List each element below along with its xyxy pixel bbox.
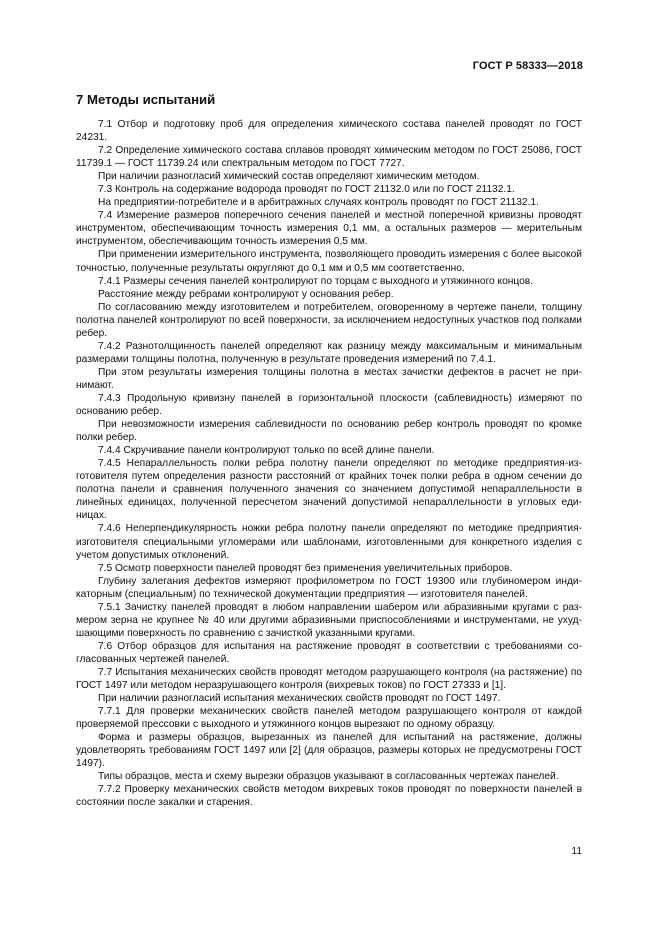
paragraph: 7.6 Отбор образцов для испытания на растяжение проводят в соответствии с требованиями согласованных чертежей панелей. [76, 640, 582, 665]
paragraph: 7.4.1 Размеры сечения панелей контролируют по торцам с выходного и утяжинного концов. [98, 275, 534, 287]
section-body [76, 118, 582, 809]
paragraph: 7.5 Осмотр поверхности панелей проводят без применения увеличительных приборов. [98, 562, 513, 574]
paragraph: 7.3 Контроль на содержание водорода проводят по ГОСТ 21132.0 или по ГОСТ 21132.1. [98, 184, 515, 196]
paragraph: При применении измерительного инструмента, позволяющего проводить измерения с более высокой точностью, полученные результаты округляют до 0,1 мм и 0,5 мм соответственно. [76, 249, 582, 274]
paragraph: 7.4.6 Неперпендикулярность ножки ребра полотну панели определяют по методике предприятия-изготовителя специальными угломерами или шаблонами, изготовленными для конкретного изделия с учетом допустимых отклонений. [76, 523, 582, 561]
paragraph: 7.7 Испытания механических свойств проводят методом разрушающего контроля (на растяжение) по ГОСТ 1497 или методом неразрушающего контроля (вихревых токов) по ГОСТ 27333 и [1]. [76, 666, 582, 692]
page-number: 11 [571, 846, 582, 857]
paragraph: При наличии разногласий испытания механических свойств проводят по ГОСТ 1497. [98, 693, 501, 705]
paragraph: Форма и размеры образцов, вырезанных из панелей для испытаний на растяжение, должны удовлетворять требованиям ГОСТ 1497 или [2] (для образцов, размеры которых не предусмотрены ГОСТ 1497). [76, 732, 582, 770]
paragraph: 7.7.1 Для проверки механических свойств панелей методом разрушающего контроля от каждой проверяемой прессовки с выходного и утяжинного концов вырезают по одному образцу. [76, 706, 582, 731]
paragraph: 7.4.3 Продольную кривизну панелей в горизонтальной плоскости (саблевидность) измеряют по основанию ребер. [76, 392, 582, 418]
paragraph: По согласованию между изготовителем и потребителем, оговоренному в чертеже панели, толщину полотна панелей контролируют по всей поверхности, за исключением недоступных участков под полками ребер. [76, 301, 582, 339]
paragraph: Типы образцов, места и схему вырезки образцов указывают в согласованных чертежах панелей. [98, 771, 559, 783]
paragraph: 7.4.4 Скручивание панели контролируют только по всей длине панели. [98, 445, 435, 457]
paragraph: На предприятии-потребителе и в арбитражных случаях контроль проводят по ГОСТ 21132.1. [98, 197, 539, 209]
paragraph: 7.1 Отбор и подготовку проб для определения химического состава панелей проводят по ГОСТ 24231. [76, 119, 582, 144]
paragraph: 7.4.5 Непараллельность полки ребра полотну панели определяют по методике предприятия-изготовителя путем определения разности расстояний от крайних точек полки ребра в одном сечении до полотна панели и сравнения полученного значения со значением допустимой непараллельности в линейных единицах, полученной пересчетом значений допустимой непараллельности в угловых единицах. [76, 458, 582, 522]
paragraph: При этом результаты измерения толщины полотна в местах зачистки дефектов в расчет не принимают. [76, 366, 582, 391]
paragraph: Глубину залегания дефектов измеряют профилометром по ГОСТ 19300 или глубиномером индикаторным (специальным) по технической документации предприятия — изготовителя панелей. [76, 575, 582, 600]
paragraph: 7.4 Измерение размеров поперечного сечения панелей и местной поперечной кривизны проводят инструментом, обеспечивающим точность измерения 0,1 мм, а остальных размеров — мерительным инструментом, обеспечивающим точность измерения 0,5 мм. [76, 210, 582, 248]
paragraph: Расстояние между ребрами контролируют у основания ребер. [98, 288, 394, 300]
paragraph: 7.5.1 Зачистку панелей проводят в любом направлении шабером или абразивными кругами с размером зерна не крупнее № 40 или другими абразивными приспособлениями и инструментами, не ухудшающими поверхность по сравнению с зачисткой указанными кругами. [76, 601, 582, 639]
paragraph: 7.7.2 Проверку механических свойств методом вихревых токов проводят по поверхности панелей в состоянии после закалки и старения. [76, 784, 582, 809]
paragraph: При невозможности измерения саблевидности по основанию ребер контроль проводят по кромке полки ребер. [76, 419, 582, 444]
paragraph: 7.2 Определение химического состава сплавов проводят химическим методом по ГОСТ 25086, ГОСТ 11739.1 — ГОСТ 11739.24 или спектральным методом по ГОСТ 7727. [76, 145, 582, 170]
document-id-header: ГОСТ Р 58333—2018 [472, 60, 583, 72]
paragraph: При наличии разногласий химический состав определяют химическим методом. [98, 171, 480, 183]
section-title: 7 Методы испытаний [76, 92, 216, 107]
paragraph: 7.4.2 Разнотолщинность панелей определяют как разницу между максимальным и минимальным размерами толщины полотна, полученную в результате проведения измерений по 7.4.1. [76, 340, 582, 365]
